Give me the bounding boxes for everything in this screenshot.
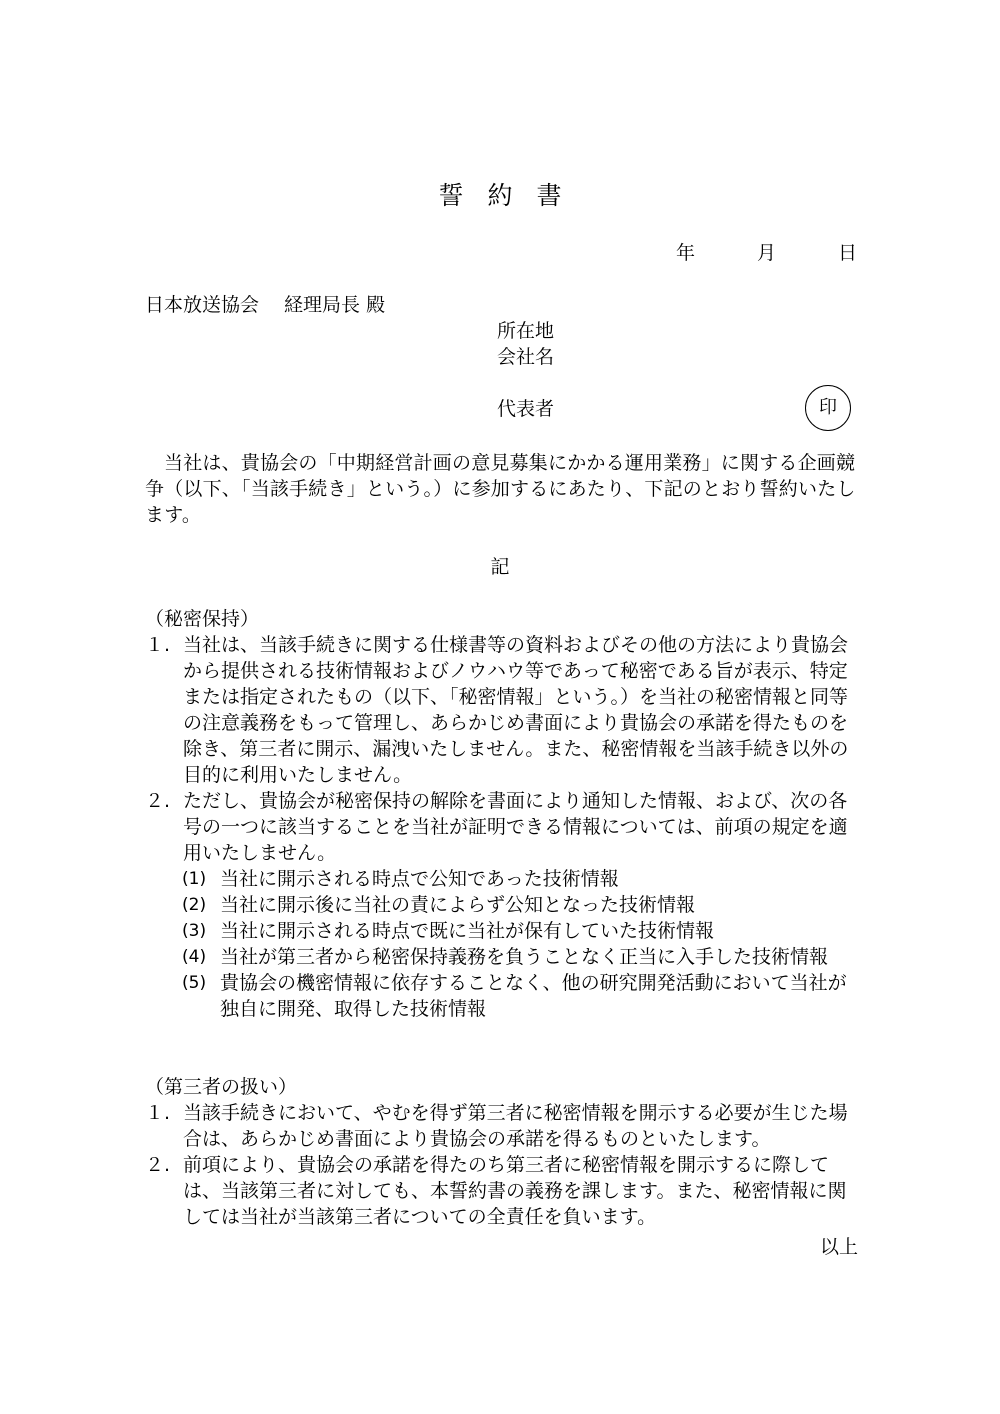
subclause-text: 貴協会の機密情報に依存することなく、他の研究開発活動において当社が独自に開発、取得した技術情報 — [220, 972, 847, 1020]
subclause-text: 当社に開示される時点で既に当社が保有していた技術情報 — [220, 920, 715, 942]
clause-item — [145, 632, 857, 788]
closing-ijo: 以上 — [820, 1236, 859, 1258]
third-party-clauses — [145, 1100, 857, 1230]
clause-number: １. — [145, 634, 171, 656]
subclause-item — [145, 892, 857, 918]
clause-item — [145, 1100, 857, 1152]
subclause-item — [145, 918, 857, 944]
subclause-text: 当社に開示後に当社の責によらず公知となった技術情報 — [220, 894, 696, 916]
ki-heading: 記 — [490, 556, 510, 578]
clause-text: ただし、貴協会が秘密保持の解除を書面により通知した情報、および、次の各号の一つに該当することを当社が証明できる情報については、前項の規定を適用いたしません。 — [183, 790, 848, 864]
clause-number: ２. — [145, 1154, 171, 1176]
date-day-label: 日 — [838, 242, 858, 264]
confidentiality-clauses — [145, 632, 857, 1022]
sender-company-label: 会社名 — [497, 346, 555, 368]
clause-text: 当該手続きにおいて、やむを得ず第三者に秘密情報を開示する必要が生じた場合は、あらかじめ書面により貴協会の承諾を得るものといたします。 — [183, 1102, 848, 1150]
date-month-label: 月 — [757, 242, 777, 264]
subclause-number: (3) — [182, 921, 207, 941]
intro-paragraph: 当社は、貴協会の「中期経営計画の意見募集にかかる運用業務」に関する企画競争（以下、「当該手続き」という。）に参加するにあたり、下記のとおり誓約いたします。 — [145, 452, 856, 526]
clause-item — [145, 788, 857, 866]
document-title: 誓約書 — [438, 181, 586, 210]
seal-stamp-circle: 印 — [805, 385, 851, 431]
subclause-text: 当社に開示される時点で公知であった技術情報 — [220, 868, 619, 890]
section-heading-third-parties: （第三者の扱い） — [145, 1076, 298, 1098]
subclause-number: (4) — [182, 947, 207, 967]
sender-representative-label: 代表者 — [497, 398, 555, 420]
subclause-number: (5) — [182, 973, 207, 993]
subclause-number: (1) — [182, 869, 207, 889]
subclause-item — [145, 970, 857, 1022]
clause-text: 前項により、貴協会の承諾を得たのち第三者に秘密情報を開示するに際しては、当該第三者に対しても、本誓約書の義務を課します。また、秘密情報に関しては当社が当該第三者についての全責任を負います。 — [183, 1154, 847, 1228]
clause-number: ２. — [145, 790, 171, 812]
date-year-label: 年 — [676, 242, 696, 264]
subclause-item — [145, 866, 857, 892]
clause-number: １. — [145, 1102, 171, 1124]
subclause-text: 当社が第三者から秘密保持義務を負うことなく正当に入手した技術情報 — [220, 946, 829, 968]
clause-item — [145, 1152, 857, 1230]
subclause-number: (2) — [182, 895, 207, 915]
section-heading-confidentiality: （秘密保持） — [145, 608, 260, 630]
addressee: 日本放送協会 経理局長 殿 — [145, 294, 386, 316]
subclause-item — [145, 944, 857, 970]
sender-location-label: 所在地 — [497, 320, 555, 342]
clause-text: 当社は、当該手続きに関する仕様書等の資料およびその他の方法により貴協会から提供される技術情報およびノウハウ等であって秘密である旨が表示、特定または指定されたもの（以下、「秘密情報」という。）を当社の秘密情報と同等の注意義務をもって管理し、あらかじめ書面により貴協会の承諾を得たものを除き、第三者に開示、漏洩いたしません。また、秘密情報を当該手続き以外の目的に利用いたしません。 — [183, 634, 849, 786]
